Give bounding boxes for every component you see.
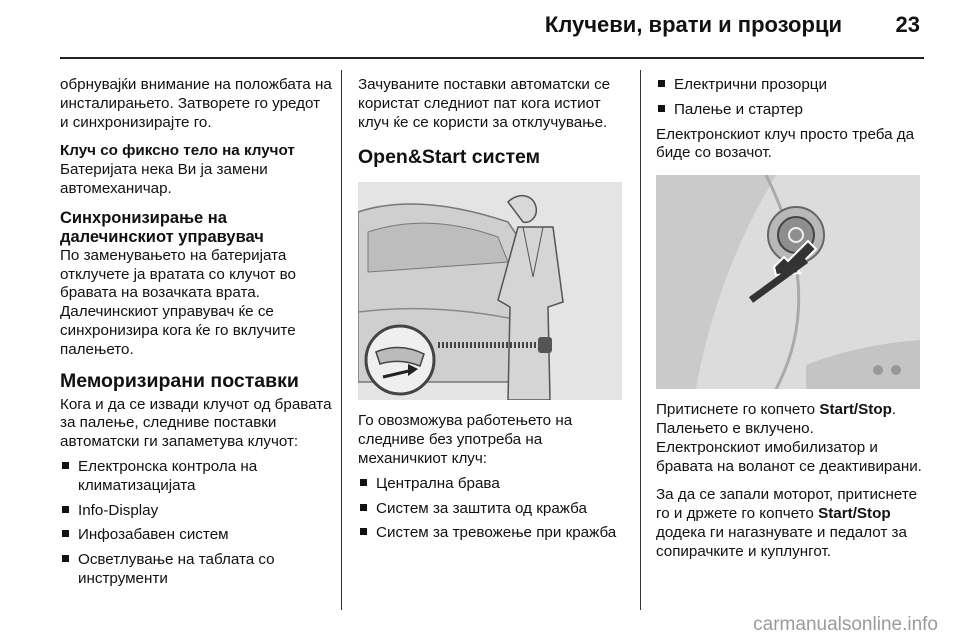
chapter-title: Клучеви, врати и прозорци [544,12,842,37]
paragraph: Го овозможува работењето на следниве без употреба на механичкиот клуч: [358,412,573,467]
subheading: Клуч со фиксно тело на клучот [60,142,295,160]
bullet-icon [360,504,367,511]
start-stop-illustration [656,175,920,389]
paragraph: обрнувајќи внимание на положбата на инсталирањето. Затворете го уредот и синхронизирајте го. [60,76,332,131]
car-door-figure [358,182,622,400]
bullet-icon [360,528,367,535]
bullet-list [60,458,332,589]
paragraph: Електронскиот имобилизатор и бравата на воланот се деактивирани. [656,438,922,475]
bullet-icon [62,530,69,537]
section-heading: Меморизирани поставки [60,369,299,392]
column-3 [656,76,932,572]
column-2 [358,76,630,549]
paragraph: По заменувањето на батеријата отклучете ја вратата со клучот во бравата на возачката врата. Далечинскиот управувач ќе се синхронизира кога ќе го вклучите палењето. [60,246,296,358]
start-stop-label: Start/Stop [819,401,892,419]
header-rule [60,57,924,59]
list-item: Централна брава [358,475,630,494]
list-item: Систем за заштита од кражба [358,500,630,519]
page-number: 23 [895,12,920,37]
paragraph: Зачуваните поставки автоматски се користат следниот пат кога истиот клуч ќе се користи за отклучување. [358,76,611,131]
bullet-icon [62,555,69,562]
bullet-icon [62,462,69,469]
paragraph: За да се запали моторот, притиснете го и држете го копчето Start/Stop додека ги нагазнувате и педалот за сопирачките и куплунгот. [656,486,918,560]
watermark: carmanualsonline.info [753,614,938,635]
list-item: Info-Display [60,502,332,521]
column-1 [60,76,332,595]
bullet-icon [360,479,367,486]
paragraph: Притиснете го копчето Start/Stop. [656,401,897,419]
paragraph: Електронскиот клуч просто треба да биде со возачот. [656,125,915,162]
bullet-icon [658,80,665,87]
bullet-icon [658,105,665,112]
column-divider [341,70,342,610]
paragraph: Батеријата нека Ви ја замени автомеханичар. [60,161,268,197]
paragraph: Палењето е вклучено. [656,419,814,437]
list-item: Палење и стартер [656,101,932,120]
list-item: Осветлување на таблата со инструменти [60,551,332,589]
section-heading: Open&Start систем [358,146,541,169]
list-item: Електрични прозорци [656,76,932,95]
list-item: Систем за тревожење при кражба [358,524,630,543]
list-item: Инфозабавен систем [60,526,332,545]
subheading: Синхронизирање на далечинскиот управувач [60,208,264,246]
start-stop-button-figure [656,175,920,389]
bullet-list [656,76,932,120]
start-stop-label: Start/Stop [818,505,891,523]
column-divider [640,70,641,610]
bullet-icon [62,506,69,513]
paragraph: Кога и да се извади клучот од бравата за палење, следниве поставки автоматски ги запаметува клучот: [60,395,332,451]
bullet-list [358,475,630,543]
open-start-illustration [358,182,622,400]
list-item: Електронска контрола на климатизацијата [60,458,332,496]
